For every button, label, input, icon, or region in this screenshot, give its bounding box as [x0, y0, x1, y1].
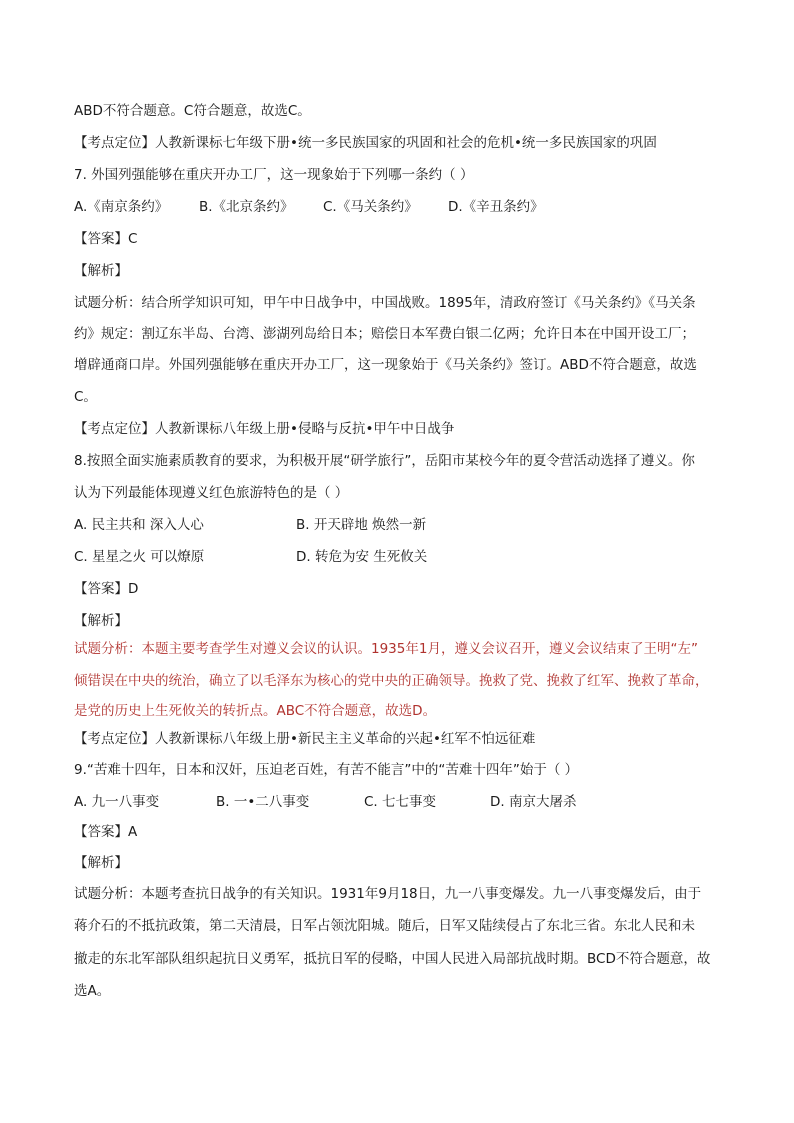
q8-answer: 【答案】D: [74, 581, 139, 597]
q9-option-b: B. 一•二八事变: [216, 794, 310, 810]
q7-answer: 【答案】C: [74, 231, 138, 247]
q9-analysis-line-4: 选A。: [74, 983, 111, 999]
q8-option-a: A. 民主共和 深入人心: [74, 517, 204, 533]
q7-option-b: B.《北京条约》: [199, 199, 294, 215]
q8-analysis-line-1: 试题分析：本题主要考查学生对遵义会议的认识。1935年1月，遵义会议召开，遵义会议结束了王明“左”: [74, 641, 698, 657]
q6-conclusion: ABD不符合题意。C符合题意，故选C。: [74, 103, 311, 119]
q6-knowledge-point: 【考点定位】人教新课标七年级下册•统一多民族国家的巩固和社会的危机•统一多民族国家的巩固: [74, 135, 657, 151]
q8-stem-line-1: 8.按照全面实施素质教育的要求，为积极开展“研学旅行”，岳阳市某校今年的夏令营活动选择了遵义。你: [74, 453, 695, 469]
q8-option-d: D. 转危为安 生死攸关: [296, 549, 428, 565]
q8-analysis-line-3: 是党的历史上生死攸关的转折点。ABC不符合题意，故选D。: [74, 703, 437, 719]
q9-analysis-heading: 【解析】: [74, 855, 128, 871]
q9-stem: 9.“苦难十四年，日本和汉奸，压迫老百姓，有苦不能言”中的“苦难十四年”始于（ ）: [74, 762, 579, 778]
q7-option-c: C.《马关条约》: [323, 199, 418, 215]
q8-analysis-heading: 【解析】: [74, 613, 128, 629]
q9-analysis-line-2: 蒋介石的不抵抗政策，第二天清晨，日军占领沈阳城。随后，日军又陆续侵占了东北三省。东北人民和未: [74, 918, 695, 934]
q9-option-d: D. 南京大屠杀: [490, 794, 577, 810]
q7-stem: 7. 外国列强能够在重庆开办工厂，这一现象始于下列哪一条约（ ）: [74, 167, 474, 183]
q9-option-c: C. 七七事变: [364, 794, 437, 810]
q9-option-a: A. 九一八事变: [74, 794, 160, 810]
q7-option-a: A.《南京条约》: [74, 199, 169, 215]
q8-stem-line-2: 认为下列最能体现遵义红色旅游特色的是（ ）: [74, 485, 349, 501]
q7-analysis-line-1: 试题分析：结合所学知识可知，甲午中日战争中，中国战败。1895年，清政府签订《马关条约》《马关条: [74, 295, 696, 311]
q9-analysis-line-3: 撤走的东北军部队组织起抗日义勇军，抵抗日军的侵略，中国人民进入局部抗战时期。BCD不符合题意，故: [74, 951, 711, 967]
q9-analysis-line-1: 试题分析：本题考查抗日战争的有关知识。1931年9月18日，九一八事变爆发。九一八事变爆发后，由于: [74, 886, 702, 902]
q8-knowledge-point: 【考点定位】人教新课标八年级上册•新民主主义革命的兴起•红军不怕远征难: [74, 731, 536, 747]
q7-analysis-line-2: 约》规定：割辽东半岛、台湾、澎湖列岛给日本；赔偿日本军费白银二亿两；允许日本在中国开设工厂；: [74, 326, 695, 342]
q8-analysis-line-2: 倾错误在中央的统治，确立了以毛泽东为核心的党中央的正确领导。挽救了党、挽救了红军、挽救了革命，: [74, 673, 709, 689]
q9-answer: 【答案】A: [74, 824, 138, 840]
q8-option-b: B. 开天辟地 焕然一新: [296, 517, 427, 533]
q7-analysis-heading: 【解析】: [74, 263, 128, 279]
q7-knowledge-point: 【考点定位】人教新课标八年级上册•侵略与反抗•甲午中日战争: [74, 421, 455, 437]
q7-analysis-line-3: 增辟通商口岸。外国列强能够在重庆开办工厂，这一现象始于《马关条约》签订。ABD不符合题意，故选: [74, 357, 697, 373]
q7-analysis-line-4: C。: [74, 389, 97, 405]
q8-option-c: C. 星星之火 可以燎原: [74, 549, 205, 565]
q7-option-d: D.《辛丑条约》: [448, 199, 544, 215]
